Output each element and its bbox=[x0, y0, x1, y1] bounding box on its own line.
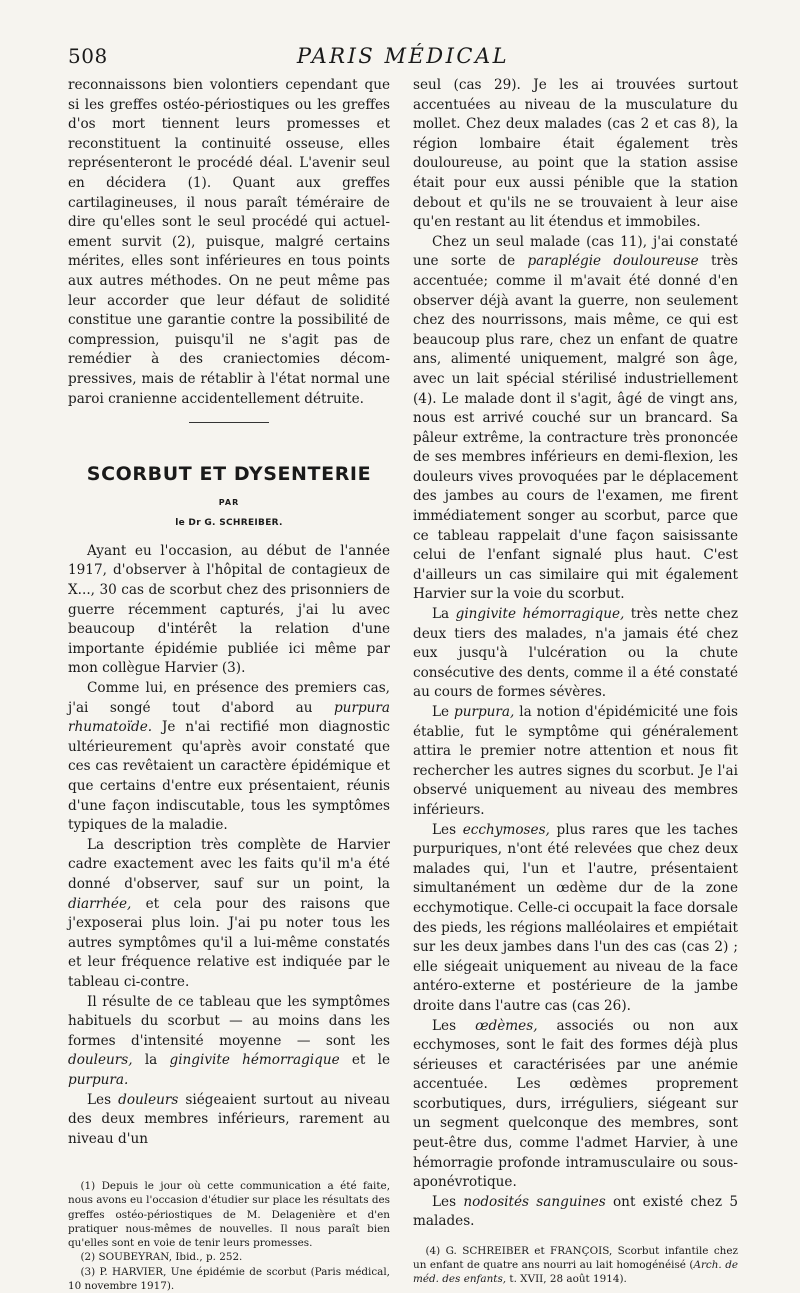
page-header bbox=[68, 44, 738, 70]
intro-line: de dire qu'elles sont le seul procédé qui actuel- bbox=[68, 194, 390, 231]
intro-line: reconnaissons bien volontiers cependant que si bbox=[68, 77, 390, 113]
section-divider bbox=[189, 422, 269, 423]
footnotes-right bbox=[413, 1244, 738, 1287]
right-column bbox=[413, 76, 738, 1287]
paragraph-r2: Chez un seul malade (cas 11), j'ai constaté une sorte de paraplégie douloureuse très accentuée; comme il m'avait été donné d'en observer déjà avant la guerre, non seulement chez des nourrissons, mais même, ce qui est beaucoup plus rare, chez un enfant de quatre ans, alimenté uniquement, malgré son âge, avec un lait spécial stérilisé industriellement (4). Le malade dont il s'agit, âgé de vingt ans, nous est arrivé couché sur un brancard. Sa pâleur extrême, la contracture très prononcée de ses membres inférieurs en demi-flexion, les douleurs vives provoquées par le déplacement des jambes au cours de l'examen, me firent immédiatement songer au scorbut, parce que ce tableau rappelait d'une façon saisissante celui de l'enfant signalé plus haut. C'est d'ailleurs un cas similaire qui mit également Harvier sur la voie du scorbut. bbox=[413, 233, 738, 603]
intro-line: paroi cranienne accidentellement détruite. bbox=[68, 390, 364, 407]
paragraph-1: Ayant eu l'occasion, au début de l'année 1917, d'observer à l'hôpital de contagieux de X..., 30 cas de scorbut chez des prisonniers de guerre récemment capturés, j'ai lu avec beaucoup d'intérêt la relation d'une importante épidémie publiée ici même par mon collègue Harvier (3). bbox=[68, 542, 390, 677]
paragraph-r5: Les ecchymoses, plus rares que les taches purpuriques, n'ont été relevées que chez deux malades qui, l'un et l'autre, présentaient simultanément un œdème dur de la zone ecchymotique. Celle-ci occupait la face dorsale des pieds, les régions malléolaires et empiétait sur les deux jambes dans l'un des cas (cas 2) ; elle siégeait uniquement au niveau de la face antéro-externe et postérieure de la jambe droite dans l'autre cas (cas 26). bbox=[413, 821, 738, 1014]
intro-line: pressives, mais de rétablir à l'état normal une bbox=[68, 370, 390, 387]
paragraph-r7: Les nodosités sanguines ont existé chez 5 malades. bbox=[413, 1193, 739, 1230]
paragraph-4: Il résulte de ce tableau que les symptômes habituels du scorbut — au moins dans les formes d'intensité moyenne — sont les douleurs, la gingivite hémorragique et le purpura. bbox=[68, 993, 390, 1088]
running-title: PARIS MÉDICAL bbox=[296, 44, 510, 68]
footnote-1: (1) Depuis le jour où cette communication a été faite, nous avons eu l'occasion d'étudier sur place les résultats des greffes ostéo-périostiques de M. Delagenière et d'en pratiquer nous-mêmes de nouvelles. Il nous paraît bien qu'elles sont en voie de tenir leurs promesses. bbox=[68, 1180, 390, 1250]
left-column bbox=[68, 76, 390, 1293]
paragraph-r4: Le purpura, la notion d'épidémicité une fois établie, fut le symptôme qui généralement attira le premier notre attention et nous fit rechercher les autres signes du scorbut. Je l'ai observé uniquement au niveau des membres inférieurs. bbox=[413, 704, 738, 818]
intro-line: contre la possibilité de compression, puisqu'il ne bbox=[68, 312, 390, 348]
paragraph-r3: La gingivite hémorragique, très nette chez deux tiers des malades, n'a jamais été chez eux jusqu'à l'ulcération ou la chute consécutive des dents, comme il a été constaté au cours de formes sévères. bbox=[413, 606, 739, 701]
intro-line: déal. L'avenir seul en décidera (1). Quant aux bbox=[68, 155, 390, 191]
footnotes-left bbox=[68, 1179, 390, 1293]
article-title: SCORBUT ET DYSENTERIE bbox=[86, 463, 372, 486]
paragraph-r1: seul (cas 29). Je les ai trouvées surtout accentuées au niveau de la musculature du mollet. Chez deux malades (cas 2 et cas 8), la région lombaire était également très douloureuse, au point que la station assise était pour eux aussi pénible que la station debout et qu'ils ne se trouvaient à leur aise qu'en restant au lit étendus et immobiles. bbox=[413, 77, 738, 231]
paragraph-2: Comme lui, en présence des premiers cas, j'ai songé tout d'abord au purpura rhumatoïde. Je n'ai rectifié mon diagnostic ultérieurement qu'après avoir constaté que ces cas revêtaient un caractère épidémique et que certains d'entre eux présentaient, réunis d'une façon indiscutable, tous les symptômes typiques de la maladie. bbox=[68, 680, 390, 834]
paragraph-5: Les douleurs siégeaient surtout au niveau des deux membres inférieurs, rarement au niveau d'un bbox=[68, 1091, 390, 1147]
footnote-4: (4) G. SCHREIBER et FRANÇOIS, Scorbut infantile chez un enfant de quatre ans nourri au lait homogénéisé (Arch. de méd. des enfants, t. XVII, 28 août 1914). bbox=[413, 1245, 738, 1286]
intro-line: elles sont inférieures en tous points aux autres bbox=[68, 253, 390, 289]
page-number: 508 bbox=[68, 44, 108, 68]
intro-line: ement survit (2), puisque, malgré certains mérites, bbox=[68, 233, 390, 270]
paragraph-3: La description très complète de Harvier cadre exactement avec les faits qu'il m'a été donné d'observer, sauf sur un point, la diarrhée, et cela pour des raisons que j'exposerai plus loin. J'ai pu noter tous les autres symptômes qu'il a lui-même constatés et leur fréquence relative est indiquée par le tableau ci-contre. bbox=[68, 836, 390, 990]
byline-par: PAR bbox=[218, 497, 240, 507]
intro-line: mort tiennent leurs promesses et reconstituent la bbox=[68, 116, 390, 152]
intro-line: s'agit pas de remédier à des craniectomies décom- bbox=[68, 331, 390, 368]
footnote-3: (3) P. HARVIER, Une épidémie de scorbut (Paris médical, 10 novembre 1917). bbox=[68, 1265, 390, 1292]
intro-line: les greffes ostéo-périostiques ou les greffes d'os bbox=[68, 96, 390, 133]
intro-line: que leur défaut de solidité constitue une garantie bbox=[68, 292, 390, 329]
article-author: le Dr G. SCHREIBER. bbox=[175, 518, 283, 529]
intro-line: continuité osseuse, elles représenteront le procédé bbox=[68, 135, 390, 172]
footnote-2: (2) SOUBEYRAN, Ibid., p. 252. bbox=[80, 1251, 243, 1264]
paragraph-r6: Les œdèmes, associés ou non aux ecchymoses, sont le fait des formes déjà plus sérieuses et caractérisées par une anémie accentuée. Les œdèmes proprement scorbutiques, durs, irréguliers, siégeant sur un segment quelconque des membres, sont peut-être dus, comme l'admet Harvier, à une hémorragie profonde intramusculaire ou sous-aponévrotique. bbox=[413, 1017, 738, 1191]
intro-line: méthodes. On ne peut même pas leur accorder bbox=[68, 272, 390, 309]
intro-line: greffes cartilagineuses, il nous paraît téméraire bbox=[68, 174, 390, 211]
intro-paragraph bbox=[68, 76, 390, 409]
